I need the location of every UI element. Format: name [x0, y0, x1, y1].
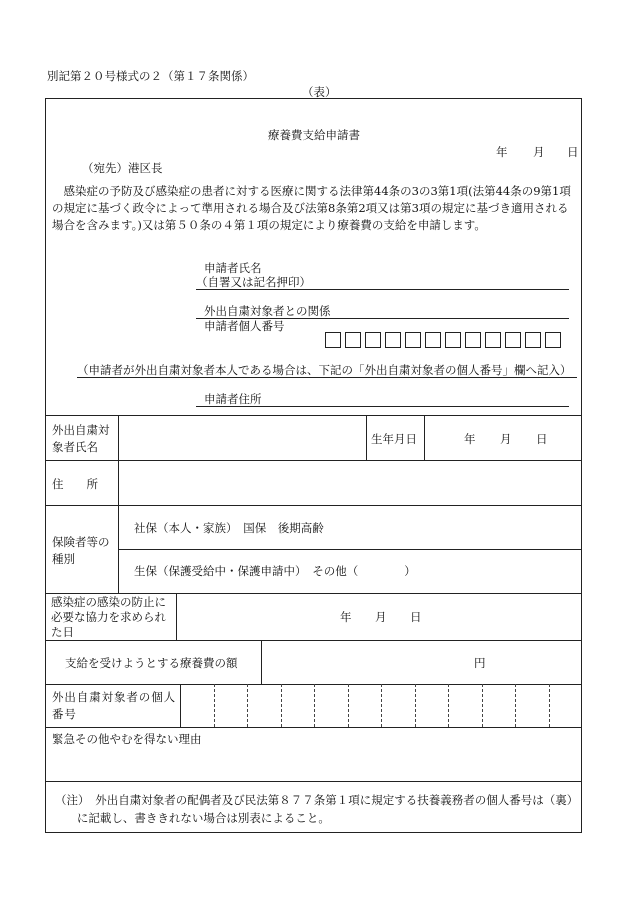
side-label: （表）: [302, 85, 337, 99]
subject-number-divider: [515, 684, 516, 727]
birth-month[interactable]: 月: [500, 432, 512, 446]
applicant-number-cell[interactable]: [485, 332, 501, 348]
amount-label: 支給を受けようとする療養費の額: [65, 656, 238, 670]
applicant-name-label: 申請者氏名: [204, 261, 262, 275]
applicant-number-cell[interactable]: [465, 332, 481, 348]
form-title: 療養費支給申請書: [268, 128, 360, 142]
insurer-option-1[interactable]: 社保（本人・家族） 国保 後期高齢: [134, 521, 324, 535]
applicant-number-cell[interactable]: [445, 332, 461, 348]
subject-number-divider: [448, 684, 449, 727]
birth-year[interactable]: 年: [464, 432, 476, 446]
applicant-number-cell[interactable]: [545, 332, 561, 348]
row-divider: [45, 727, 582, 728]
col-divider: [118, 415, 119, 593]
form-number: 別記第２０号様式の２（第１７条関係）: [47, 69, 254, 83]
row-divider: [45, 460, 582, 461]
subject-number-divider: [381, 684, 382, 727]
address-label: 住 所: [52, 477, 98, 491]
applicant-number-cell[interactable]: [365, 332, 381, 348]
applicant-number-cell[interactable]: [405, 332, 421, 348]
applicant-address-line[interactable]: [196, 406, 569, 407]
insurer-option-2[interactable]: 生保（保護受給中・保護申請中） その他（ ）: [134, 564, 416, 578]
subject-name-label: 外出自粛対象者氏名: [52, 423, 110, 454]
request-year[interactable]: 年: [340, 610, 352, 624]
applicant-name-note: （自署又は記名押印）: [196, 275, 311, 289]
date-day[interactable]: 日: [567, 145, 579, 159]
row-divider: [118, 549, 582, 550]
subject-number-divider: [314, 684, 315, 727]
applicant-number-cell[interactable]: [325, 332, 341, 348]
subject-number-divider: [348, 684, 349, 727]
subject-number-divider: [214, 684, 215, 727]
applicant-name-line[interactable]: [196, 289, 569, 290]
applicant-number-cell[interactable]: [425, 332, 441, 348]
row-divider: [45, 781, 582, 782]
subject-number-divider: [247, 684, 248, 727]
col-divider: [261, 640, 262, 684]
relationship-label: 外出自粛対象者との関係: [204, 304, 331, 318]
row-divider: [45, 415, 582, 416]
col-divider: [366, 415, 367, 460]
subject-number-divider: [281, 684, 282, 727]
applicant-number-cell[interactable]: [505, 332, 521, 348]
subject-number-divider: [549, 684, 550, 727]
applicant-number-cell[interactable]: [525, 332, 541, 348]
note-underline: [77, 377, 577, 378]
row-divider: [45, 593, 582, 594]
request-day[interactable]: 日: [410, 610, 422, 624]
col-divider: [424, 415, 425, 460]
request-month[interactable]: 月: [375, 610, 387, 624]
request-date-label: 感染症の感染の防止に必要な協力を求められた日: [51, 595, 166, 639]
addressee: （宛先）港区長: [82, 161, 163, 175]
applicant-number-label: 申請者個人番号: [204, 319, 285, 333]
insurer-label: 保険者等の種別: [52, 535, 110, 566]
birth-day[interactable]: 日: [536, 432, 548, 446]
applicant-number-cell[interactable]: [385, 332, 401, 348]
applicant-number-cell[interactable]: [345, 332, 361, 348]
birthdate-label: 生年月日: [371, 432, 417, 446]
col-divider: [176, 593, 177, 640]
row-divider: [45, 505, 582, 506]
subject-number-label: 外出自粛対象者の個人番号: [52, 690, 176, 721]
col-divider: [180, 684, 181, 727]
subject-number-divider: [415, 684, 416, 727]
footnote: （注） 外出自粛対象者の配偶者及び民法第８７７条第１項に規定する扶養義務者の個人番号は（裏）に記載し、書ききれない場合は別表によること。: [55, 793, 573, 825]
reason-label: 緊急その他やむを得ない理由: [52, 732, 202, 746]
applicant-address-label: 申請者住所: [204, 392, 262, 406]
body-text: 感染症の予防及び感染症の患者に対する医療に関する法律第44条の3の3第1項(法第44条の9第1項の規定に基づく政令によって準用される場合及び法第8条第2項又は第3項の規定に基づき適用される場合を含みます。)又は第５０条の４第１項の規定により療養費の支給を申請します。: [52, 184, 571, 232]
applicant-number-note: （申請者が外出自粛対象者本人である場合は、下記の「外出自粛対象者の個人番号」欄へ記入）: [77, 363, 572, 377]
date-year[interactable]: 年: [496, 145, 508, 159]
date-month[interactable]: 月: [533, 145, 545, 159]
subject-number-divider: [482, 684, 483, 727]
row-divider: [45, 640, 582, 641]
amount-unit: 円: [474, 656, 486, 670]
